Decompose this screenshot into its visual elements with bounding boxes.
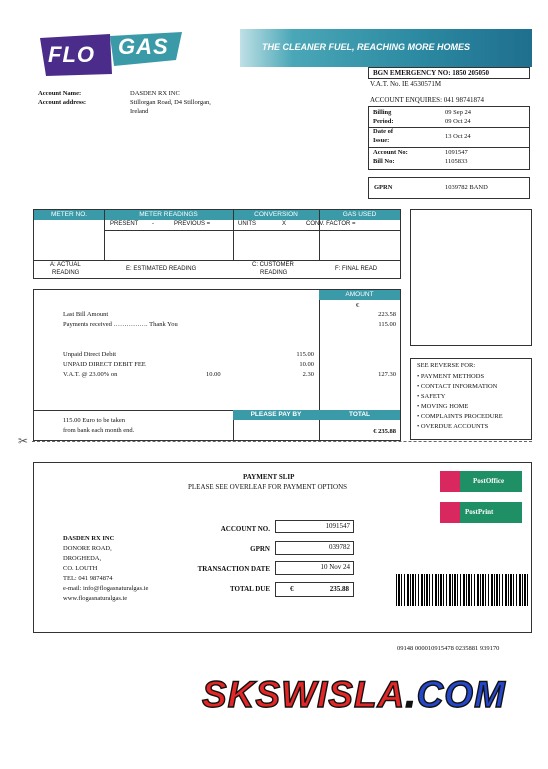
account-no-label: Account No: — [373, 149, 408, 156]
scissors-icon: ✂ — [18, 434, 29, 448]
reverse-item: • PAYMENT METHODS — [417, 373, 485, 380]
postprint-label: PostPrint — [465, 508, 494, 516]
slip-gprn-field — [275, 541, 354, 555]
legend-actual-2: READING — [52, 270, 80, 276]
logo — [40, 30, 185, 76]
vat-number: V.A.T. No. IE 4530571M — [370, 80, 442, 88]
payments-label: Payments received ……………. Thank You — [63, 321, 178, 328]
slip-total-currency: € — [290, 585, 294, 593]
meter-header-meter-no: METER NO. — [50, 211, 88, 218]
slip-account-value: 1091547 — [325, 522, 350, 530]
cust-line2: DROGHEDA, — [63, 555, 102, 562]
tagline-text: THE CLEANER FUEL, REACHING MORE HOMES — [262, 42, 471, 52]
currency-symbol: € — [356, 302, 360, 309]
unpaid-dd-value: 115.00 — [296, 351, 314, 358]
watermark-dot: . — [405, 674, 417, 715]
slip-account-label: ACCOUNT NO. — [220, 525, 270, 533]
slip-gprn-label: GPRN — [250, 545, 270, 553]
emergency-box — [368, 67, 530, 79]
reverse-item: • SAFETY — [417, 393, 446, 400]
cust-tel: TEL: 041 9874874 — [63, 575, 113, 582]
billing-value: 09 Sep 24 — [445, 109, 471, 116]
cust-line3: CO. LOUTH — [63, 565, 98, 572]
total-value: € 235.88 — [373, 428, 396, 435]
emergency-text: BGN EMERGENCY NO: 1850 205050 — [373, 69, 490, 77]
side-panel-box — [410, 209, 532, 346]
reference-number: 09148 000010915478 0235881 939170 — [397, 645, 500, 652]
meter-header-readings: METER READINGS — [139, 211, 198, 218]
postprint-tab — [440, 502, 460, 523]
meter-present: PRESENT — [110, 221, 139, 227]
postoffice-button[interactable] — [440, 471, 522, 492]
slip-total-field — [275, 582, 354, 597]
slip-title: PAYMENT SLIP — [243, 473, 295, 481]
postprint-button[interactable] — [440, 502, 522, 523]
slip-total-value: 235.88 — [329, 585, 349, 593]
account-enquiries: ACCOUNT ENQUIRES: 041 98741874 — [370, 96, 485, 104]
unpaid-dd-label: Unpaid Direct Debit — [63, 351, 117, 358]
postoffice-label: PostOffice — [473, 477, 505, 485]
last-bill-label: Last Bill Amount — [63, 311, 109, 318]
reverse-item: • MOVING HOME — [417, 403, 469, 410]
subtotal-value: 127.30 — [378, 371, 396, 378]
meter-header-gas-used: GAS USED — [342, 211, 377, 218]
watermark-end: COM — [416, 674, 506, 715]
cut-line — [32, 441, 532, 442]
slip-txn-label: TRANSACTION DATE — [197, 565, 270, 573]
debit-note-2: from bank each month end. — [63, 427, 135, 434]
slip-subtitle: PLEASE SEE OVERLEAF FOR PAYMENT OPTIONS — [188, 483, 348, 491]
date-label-2: Issue: — [373, 137, 390, 144]
amount-header-text: AMOUNT — [345, 291, 374, 298]
cust-line1: DONORE ROAD, — [63, 545, 112, 552]
account-no-value: 1091547 — [445, 149, 468, 156]
slip-account-field — [275, 520, 354, 533]
gprn-label: GPRN — [374, 184, 393, 191]
watermark-main: SKSWISLA — [202, 674, 406, 715]
reverse-item: • CONTACT INFORMATION — [417, 383, 498, 390]
unpaid-fee-value: 10.00 — [299, 361, 314, 368]
gprn-box — [368, 177, 530, 199]
account-address-line1: Stillorgan Road, D4 Stillorgan, — [130, 99, 211, 106]
slip-txn-value: 10 Nov 24 — [320, 563, 350, 571]
cust-email: e-mail: info@flogasnaturalgas.ie — [63, 585, 149, 592]
total-header-text: TOTAL — [348, 411, 371, 418]
last-bill-value: 223.58 — [378, 311, 396, 318]
cust-web: www.flogasnaturalgas.ie — [63, 595, 128, 602]
meter-dash: - — [152, 221, 154, 227]
legend-actual-1: A: ACTUAL — [50, 262, 81, 268]
see-reverse-title: SEE REVERSE FOR: — [417, 362, 476, 369]
legend-final: F: FINAL READ — [335, 266, 378, 272]
meter-conv-factor: CONV. FACTOR = — [306, 221, 356, 227]
gprn-value: 1039782 BAND — [445, 184, 488, 191]
reverse-item: • OVERDUE ACCOUNTS — [417, 423, 489, 430]
pay-by-header-text: PLEASE PAY BY — [250, 411, 302, 418]
meter-units: UNITS — [238, 221, 256, 227]
see-reverse-box — [410, 358, 532, 440]
vat-value: 2.30 — [302, 371, 314, 378]
logo-flo-text: FLO — [48, 42, 95, 67]
meter-previous: PREVIOUS = — [174, 221, 211, 227]
slip-txn-field — [275, 561, 354, 575]
barcode — [396, 574, 528, 606]
bill-no-value: 1105833 — [445, 158, 468, 165]
postoffice-tab — [440, 471, 460, 492]
slip-gprn-value: 039782 — [329, 543, 350, 551]
meter-header-conversion: CONVERSION — [254, 211, 298, 218]
meter-x: X — [282, 221, 287, 227]
legend-estimated: E: ESTIMATED READING — [126, 266, 197, 272]
account-address-line2: Ireland — [130, 108, 149, 115]
bill-no-label: Bill No: — [373, 158, 395, 165]
billing-label: Billing — [373, 109, 392, 116]
watermark — [202, 674, 506, 716]
slip-total-label: TOTAL DUE — [229, 585, 270, 593]
cust-name: DASDEN RX INC — [63, 535, 115, 542]
account-name-label: Account Name: — [38, 90, 82, 97]
legend-customer-1: C: CUSTOMER — [252, 262, 294, 268]
legend-customer-2: READING — [260, 270, 288, 276]
unpaid-fee-label: UNPAID DIRECT DEBIT FEE — [63, 361, 146, 368]
reverse-list — [417, 372, 503, 432]
payments-value: 115.00 — [378, 321, 396, 328]
logo-gas-text: GAS — [118, 34, 169, 59]
vat-base: 10.00 — [206, 371, 221, 378]
meter-table — [33, 209, 401, 279]
period-value: 09 Oct 24 — [445, 118, 471, 125]
period-label: Period: — [373, 118, 394, 125]
account-address-label: Account address: — [38, 99, 87, 106]
date-value: 13 Oct 24 — [445, 133, 471, 140]
date-label-1: Date of — [373, 128, 394, 135]
debit-note-1: 115.00 Euro to be taken — [63, 417, 126, 424]
account-name-value: DASDEN RX INC — [130, 90, 180, 97]
tagline-banner — [240, 29, 532, 67]
vat-label: V.A.T. @ 23.00% on — [63, 371, 118, 378]
reverse-item: • COMPLAINTS PROCEDURE — [417, 413, 503, 420]
